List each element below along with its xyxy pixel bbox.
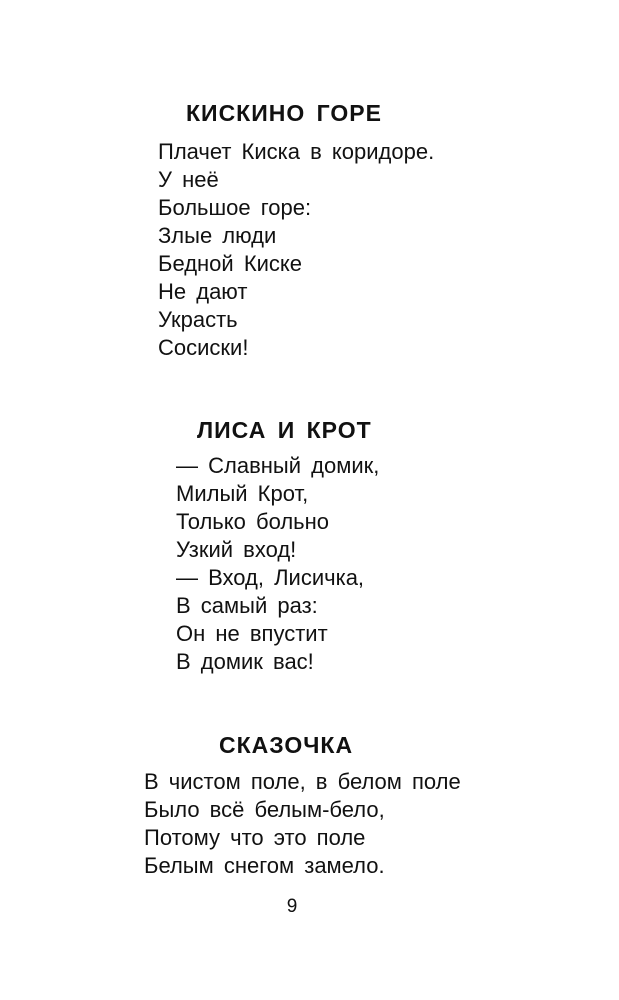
poem-line: Злые люди [158,223,277,248]
poem-body-skazochka [144,768,461,880]
poem-line: Большое горе: [158,195,312,220]
poem-line: Бедной Киске [158,251,303,276]
poem-line: Белым снегом замело. [144,853,385,878]
poem-body-kiskino-gore [158,138,434,362]
poem-line: Милый Крот, [176,481,309,506]
poem-line: Украсть [158,307,238,332]
poem-line: Он не впустит [176,621,328,646]
poem-title-lisa-i-krot: ЛИСА И КРОТ [197,417,372,443]
poem-line: — Вход, Лисичка, [176,565,365,590]
poem-line: — Славный домик, [176,453,380,478]
poem-line: Было всё белым-бело, [144,797,385,822]
poem-title-skazochka: СКАЗОЧКА [219,732,354,758]
poem-line: В чистом поле, в белом поле [144,769,461,794]
poem-line: Только больно [176,509,330,534]
poem-line: Сосиски! [158,335,249,360]
poem-line: В домик вас! [176,649,314,674]
poem-line: У неё [158,167,219,192]
poem-line: В самый раз: [176,593,318,618]
poem-line: Узкий вход! [176,537,297,562]
poem-line: Потому что это поле [144,825,366,850]
poem-line: Плачет Киска в коридоре. [158,139,435,164]
poem-title-kiskino-gore: КИСКИНО ГОРЕ [186,100,382,126]
poem-line: Не дают [158,279,248,304]
poem-body-lisa-i-krot [176,452,379,676]
page-number: 9 [286,896,298,917]
